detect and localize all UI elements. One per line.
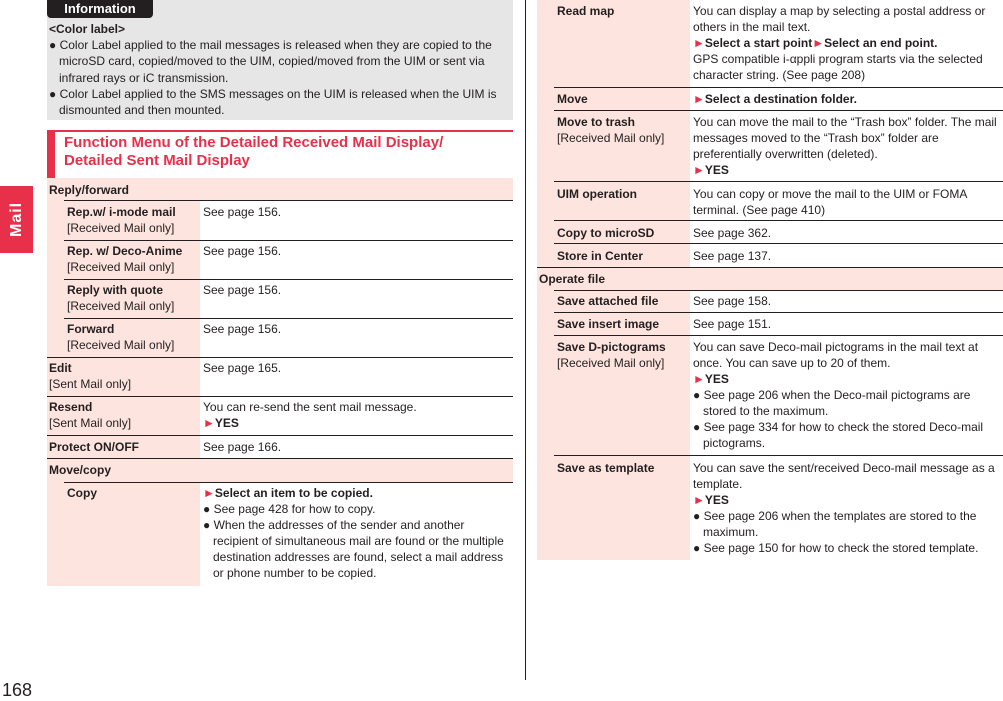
divider: [554, 181, 1003, 182]
menu-item-edit: Edit [Sent Mail only]: [49, 361, 132, 391]
divider: [554, 312, 1003, 313]
save-insert-desc: See page 151.: [693, 317, 772, 331]
divider: [64, 279, 513, 280]
divider: [554, 335, 1003, 336]
menu-item-save-attached: Save attached file: [557, 294, 659, 308]
info-bullet-1: ● Color Label applied to the mail messages is released when they are copied to the microSD card, copied/moved to the UIM, copied/moved from the UIM or sent via infrared rays or iC transmission.: [49, 38, 492, 85]
menu-item-copy: Copy: [67, 486, 97, 500]
menu-item-read-map: Read map: [557, 4, 615, 18]
color-label-heading: <Color label>: [49, 22, 126, 36]
save-dpictograms-desc: You can save Deco-mail pictograms in the mail text at once. You can save up to 20 of them. ►YES ● See page 206 when the Deco-mail pictograms are stored to the maximum. ● See page 334 for how to check the stored Deco-mail pictograms.: [693, 340, 984, 450]
divider: [554, 290, 1003, 291]
resend-desc: You can re-send the sent mail message. ►YES: [203, 400, 417, 430]
menu-item-reply-quote: Reply with quote [Received Mail only]: [67, 283, 175, 313]
menu-item-forward: Forward [Received Mail only]: [67, 322, 175, 352]
rep-imode-desc: See page 156.: [203, 205, 282, 219]
divider: [64, 240, 513, 241]
menu-item-rep-deco: Rep. w/ Deco-Anime [Received Mail only]: [67, 244, 183, 274]
divider: [554, 455, 1003, 456]
menu-item-move: Move: [557, 92, 588, 106]
information-text: [49, 21, 504, 118]
menu-item-rep-imode: Rep.w/ i-mode mail [Received Mail only]: [67, 205, 176, 235]
copy-microsd-desc: See page 362.: [693, 226, 772, 240]
menu-item-uim-operation: UIM operation: [557, 187, 637, 201]
move-copy-indent: [47, 482, 64, 586]
move-trash-desc: You can move the mail to the “Trash box” folder. The mail messages moved to the “Trash box” folder are preferentially overwritten (deleted). ►YES: [693, 115, 997, 177]
operate-file-header: [537, 268, 1003, 290]
divider: [64, 482, 513, 483]
reply-forward-label: Reply/forward: [49, 183, 130, 197]
save-template-desc: You can save the sent/received Deco-mail message as a template. ►YES ● See page 206 when the templates are stored to the maximum. ● See page 150 for how to check the stored template.: [693, 461, 995, 555]
copy-desc: ►Select an item to be copied. ● See page 428 for how to copy. ● When the addresses of the sender and another recipient of simultaneous mail are found or the multiple destination addresses are found, select a mail address or phone number to be copied.: [203, 486, 504, 580]
operate-file-label: Operate file: [539, 272, 606, 286]
store-center-desc: See page 137.: [693, 249, 772, 263]
mail-side-tab: [0, 186, 33, 253]
menu-item-save-template: Save as template: [557, 461, 655, 475]
section-title-text: Function Menu of the Detailed Received Mail Display/ Detailed Sent Mail Display: [64, 134, 444, 169]
operate-file-indent: [537, 290, 554, 560]
menu-item-save-dpictograms: Save D-pictograms [Received Mail only]: [557, 340, 666, 370]
move-copy-header: [47, 459, 513, 482]
move-desc: ►Select a destination folder.: [693, 92, 857, 106]
menu-item-copy-microsd: Copy to microSD: [557, 226, 655, 240]
edit-desc: See page 165.: [203, 361, 282, 375]
menu-item-protect: Protect ON/OFF: [49, 440, 140, 454]
uim-operation-desc: You can copy or move the mail to the UIM or FOMA terminal. (See page 410): [693, 187, 967, 217]
save-attached-desc: See page 158.: [693, 294, 772, 308]
protect-desc: See page 166.: [203, 440, 282, 454]
menu-item-save-insert: Save insert image: [557, 317, 660, 331]
move-copy-label: Move/copy: [49, 463, 112, 477]
right-top-indent: [537, 0, 554, 268]
divider: [64, 318, 513, 319]
reply-quote-desc: See page 156.: [203, 283, 282, 297]
page-number: 168: [2, 680, 33, 700]
column-divider: [525, 0, 526, 680]
reply-forward-indent: [47, 200, 64, 357]
divider: [554, 87, 1003, 88]
menu-item-move-trash: Move to trash [Received Mail only]: [557, 115, 665, 145]
info-bullet-2: ● Color Label applied to the SMS messages on the UIM is released when the UIM is dismounted and then mounted.: [49, 86, 497, 118]
side-tab-label: Mail: [8, 201, 25, 238]
read-map-desc: You can display a map by selecting a postal address or others in the mail text. ►Select a start point►Select an end point. GPS compatible i-αppli program starts via the selected character string. (See page 208): [693, 4, 986, 82]
divider: [554, 220, 1003, 221]
menu-item-store-center: Store in Center: [557, 249, 644, 263]
forward-desc: See page 156.: [203, 322, 282, 336]
divider: [554, 243, 1003, 244]
menu-item-resend: Resend [Sent Mail only]: [49, 400, 132, 430]
divider: [64, 200, 513, 201]
information-label: Information: [47, 0, 153, 18]
section-title: [47, 130, 513, 180]
section-title-bar: [47, 132, 55, 178]
rep-deco-desc: See page 156.: [203, 244, 282, 258]
divider: [554, 110, 1003, 111]
